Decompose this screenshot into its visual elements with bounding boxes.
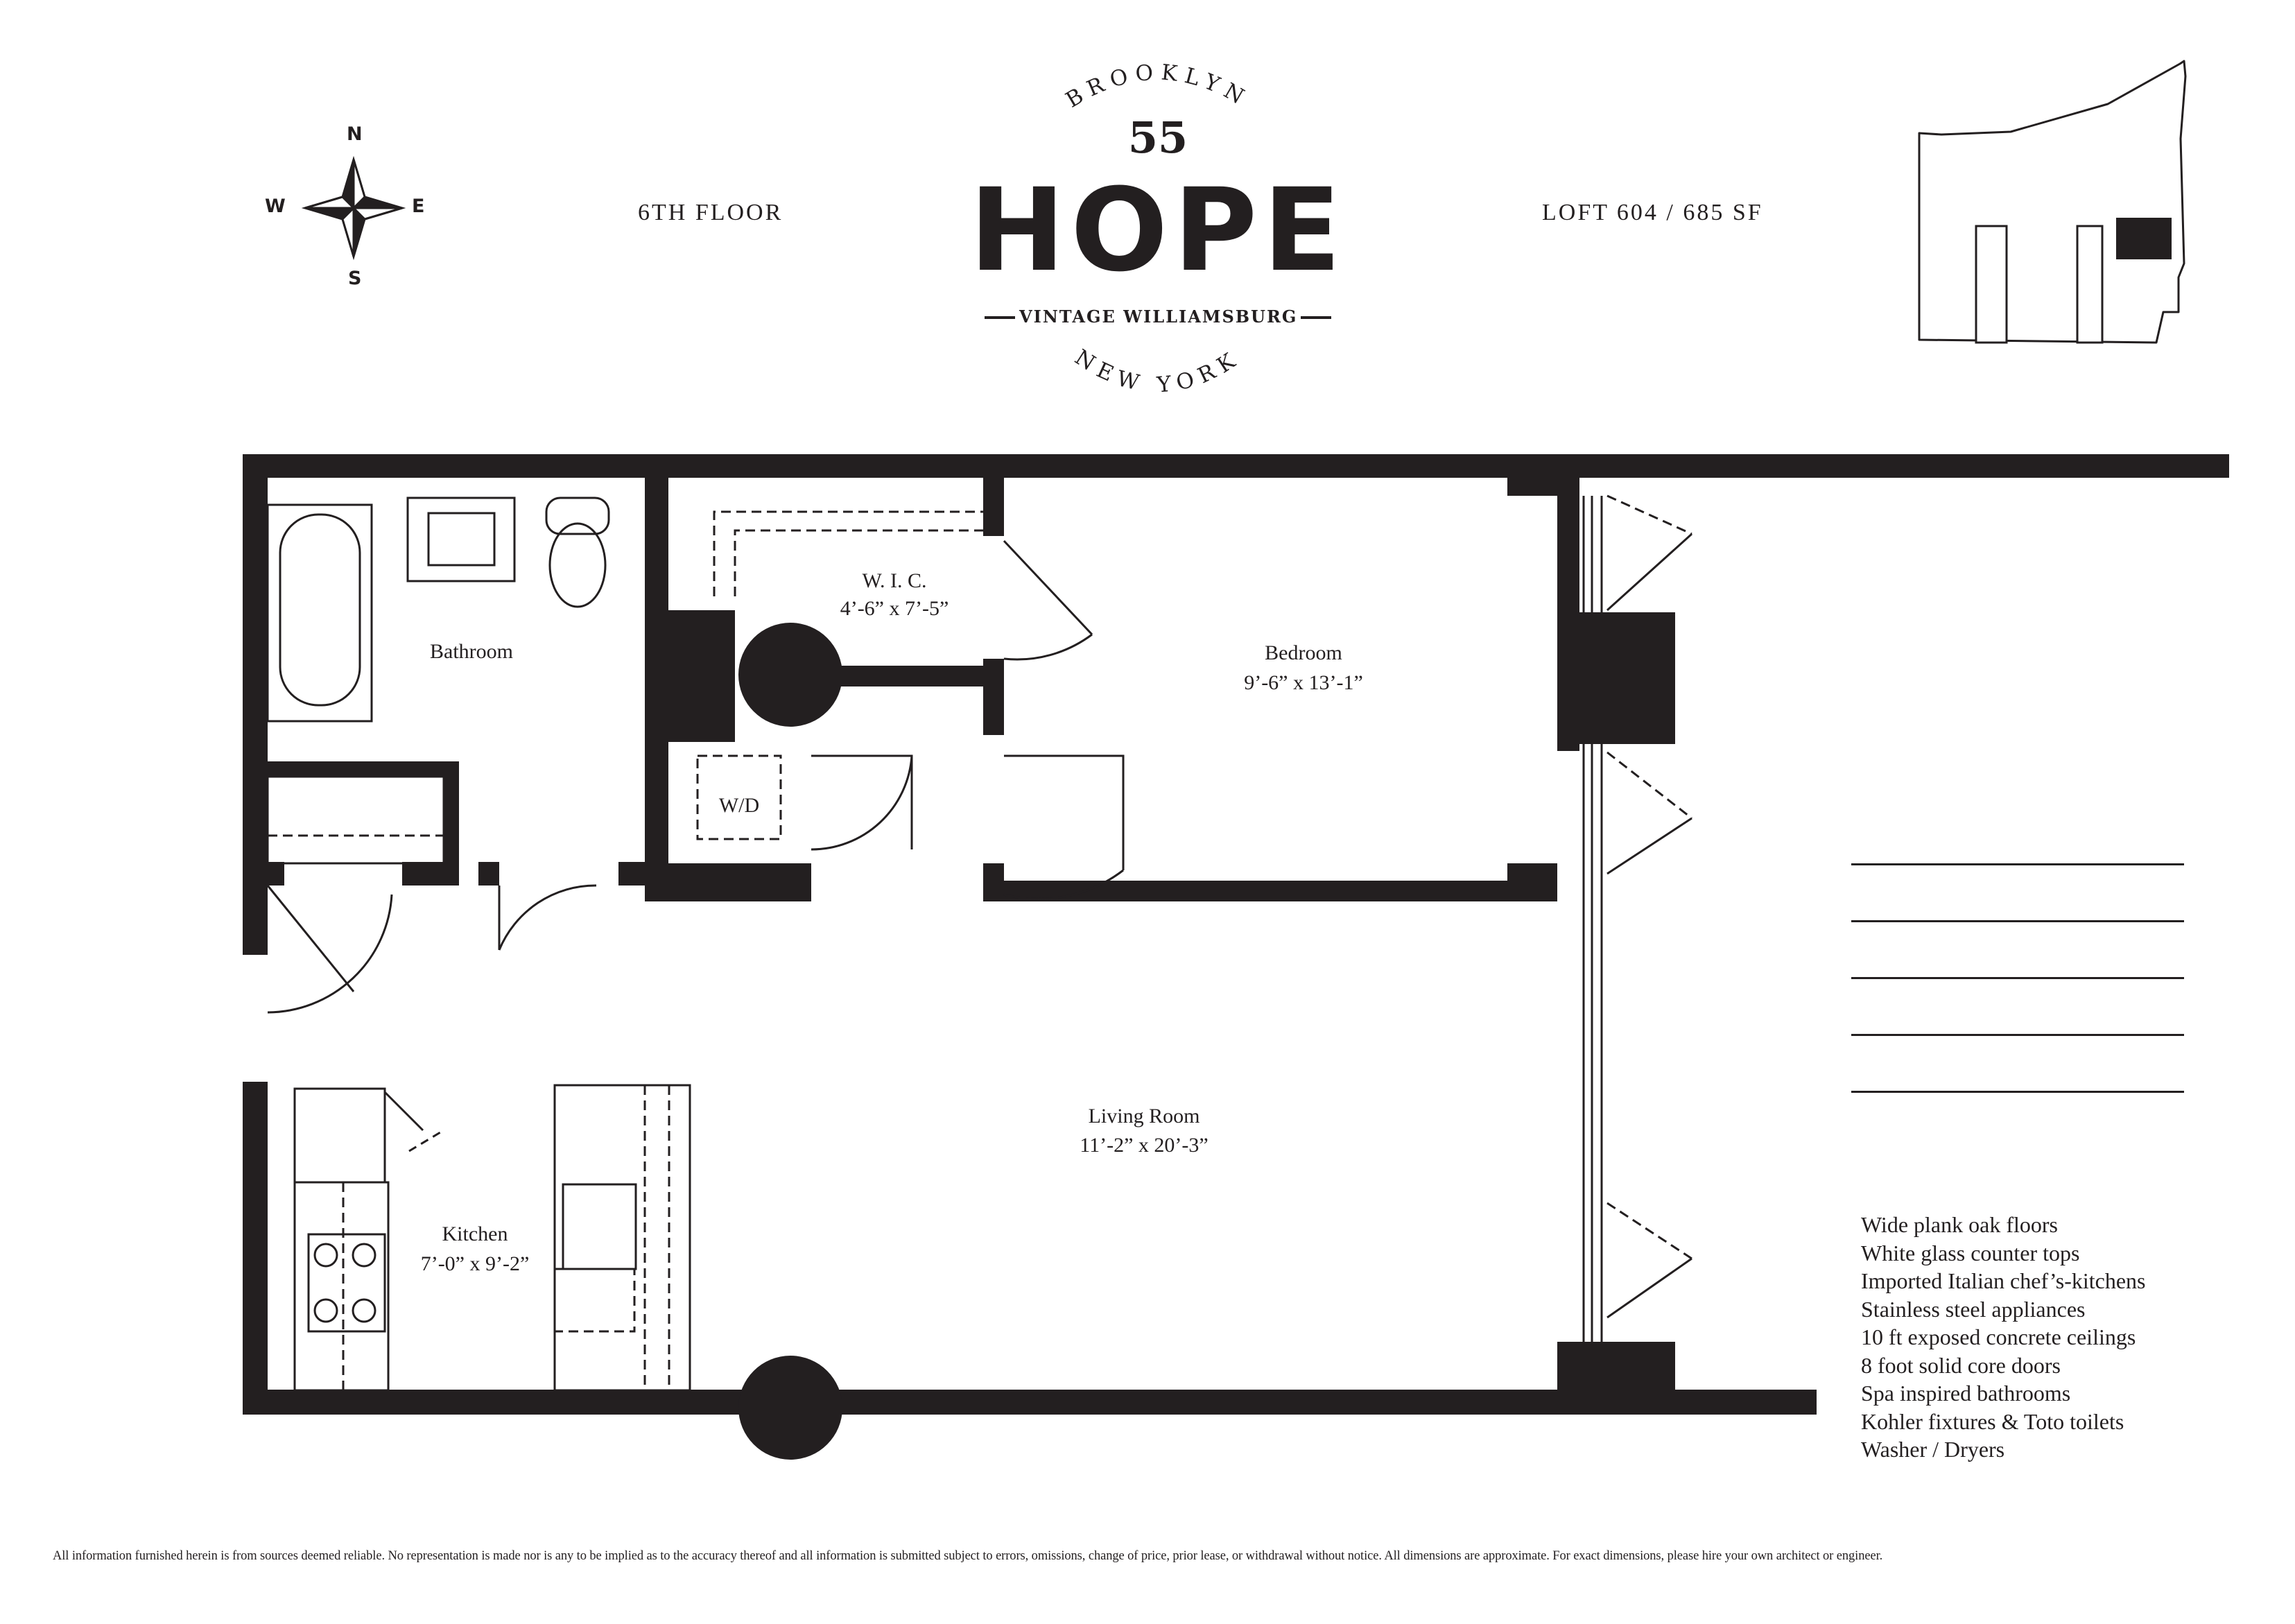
note-line	[1851, 920, 2184, 922]
top-wall	[243, 454, 2229, 478]
bedroom-door-leaf	[1004, 756, 1123, 870]
logo-city-bottom: NEW YORK	[1070, 345, 1246, 398]
room-wic-dims: 4’-6” x 7’-5”	[840, 597, 949, 620]
note-line	[1851, 1034, 2184, 1036]
column-round-north	[738, 623, 842, 727]
bath-sink-icon	[408, 498, 514, 581]
feature-item: Spa inspired bathrooms	[1861, 1381, 2071, 1406]
column-east	[1557, 612, 1675, 744]
column-round-south	[738, 1356, 842, 1460]
toilet-icon	[546, 498, 609, 534]
feature-item: Kohler fixtures & Toto toilets	[1861, 1408, 2124, 1434]
feature-item: 10 ft exposed concrete ceilings	[1861, 1324, 2136, 1349]
column-southeast	[1557, 1342, 1675, 1415]
bedroom-south-wall	[983, 881, 1538, 901]
note-line	[1851, 977, 2184, 979]
window-swing-2	[1607, 752, 1692, 818]
logo-number: 55	[1127, 112, 1188, 163]
logo-city-top: BROOKLYN	[1062, 60, 1254, 113]
feature-item: White glass counter tops	[1861, 1240, 2080, 1265]
feature-item: Imported Italian chef’s-kitchens	[1861, 1268, 2146, 1293]
logo-tagline: VINTAGE WILLIAMSBURG	[1019, 306, 1298, 327]
room-bedroom-label: Bedroom	[1265, 641, 1342, 664]
unit-label: LOFT 604 / 685 SF	[1542, 200, 1763, 225]
window-swing-3	[1607, 1203, 1692, 1259]
notes-lines	[1851, 863, 2184, 1099]
room-bathroom-label: Bathroom	[430, 640, 513, 663]
note-line	[1851, 1091, 2184, 1093]
features-list	[1861, 1211, 2146, 1464]
shaft	[645, 610, 735, 742]
room-kitchen-dims: 7’-0” x 9’-2”	[420, 1252, 530, 1275]
room-bedroom-dims: 9’-6” x 13’-1”	[1244, 671, 1363, 694]
kitchen-sink-icon	[563, 1184, 636, 1269]
compass-east-label: E	[412, 196, 425, 217]
wic-door-leaf	[1004, 541, 1092, 634]
disclaimer-text: All information furnished herein is from sources deemed reliable. No representation is made nor is any to be implied as to the accuracy thereof and all information is submitted subject to errors, omissions, change of price, prior lease, or withdrawal without notice. All dimensions are approximate. For exact dimensions, please hire your own architect or engineer.	[53, 1549, 1883, 1563]
feature-item: Washer / Dryers	[1861, 1437, 2005, 1462]
feature-item: 8 foot solid core doors	[1861, 1352, 2061, 1378]
feature-item: Wide plank oak floors	[1861, 1212, 2058, 1237]
note-line	[1851, 863, 2184, 865]
feature-item: Stainless steel appliances	[1861, 1296, 2086, 1322]
compass-north-label: N	[347, 123, 363, 145]
room-living-dims: 11’-2” x 20’-3”	[1080, 1134, 1209, 1157]
logo-name: HOPE	[969, 164, 1346, 297]
room-kitchen-label: Kitchen	[442, 1223, 508, 1245]
compass-south-label: S	[348, 268, 362, 289]
room-wd-label: W/D	[718, 794, 760, 817]
compass-west-label: W	[265, 196, 286, 217]
fridge-door	[385, 1092, 423, 1130]
window-swing-1	[1607, 496, 1692, 534]
room-living-label: Living Room	[1088, 1105, 1200, 1128]
room-wic-label: W. I. C.	[862, 569, 927, 592]
floor-label: 6TH FLOOR	[638, 200, 783, 225]
left-wall-lower	[243, 1082, 268, 1415]
entry-door-leaf	[268, 886, 354, 992]
